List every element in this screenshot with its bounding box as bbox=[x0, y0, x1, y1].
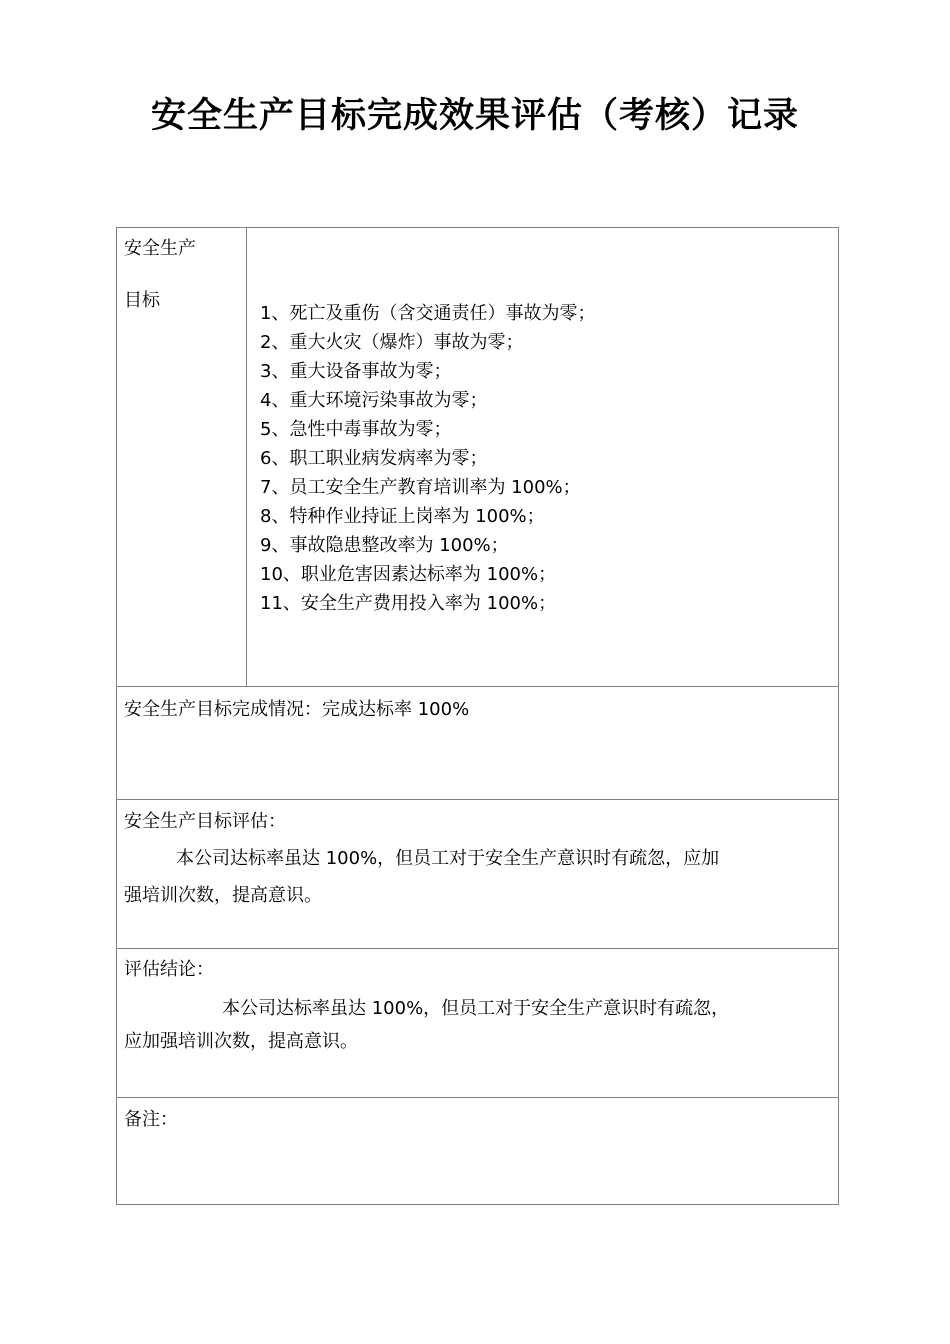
goal-item: 5、急性中毒事故为零； bbox=[260, 419, 452, 440]
remarks-label: 备注： bbox=[124, 1109, 178, 1130]
goals-label-line1: 安全生产 bbox=[124, 238, 196, 259]
assessment-text-line1: 本公司达标率虽达 100%，但员工对于安全生产意识时有疏忽，应加 bbox=[176, 848, 720, 869]
assessment-text-line2: 强培训次数，提高意识。 bbox=[124, 885, 322, 906]
row-divider bbox=[117, 948, 838, 949]
goal-item: 9、事故隐患整改率为 100%； bbox=[260, 535, 509, 556]
completion-status-text: 安全生产目标完成情况：完成达标率 100% bbox=[124, 699, 470, 720]
goal-item: 1、死亡及重伤（含交通责任）事故为零； bbox=[260, 303, 596, 324]
conclusion-text-line2: 应加强培训次数，提高意识。 bbox=[124, 1031, 358, 1052]
row-divider bbox=[117, 799, 838, 800]
goal-item: 8、特种作业持证上岗率为 100%； bbox=[260, 506, 545, 527]
assessment-label: 安全生产目标评估： bbox=[124, 811, 286, 832]
goal-item: 4、重大环境污染事故为零； bbox=[260, 390, 488, 411]
conclusion-label: 评估结论： bbox=[124, 959, 214, 980]
goal-item: 7、员工安全生产教育培训率为 100%； bbox=[260, 477, 581, 498]
row-divider bbox=[117, 686, 838, 687]
goal-item: 11、安全生产费用投入率为 100%； bbox=[260, 593, 557, 614]
document-title: 安全生产目标完成效果评估（考核）记录 bbox=[150, 96, 799, 136]
goal-item: 2、重大火灾（爆炸）事故为零； bbox=[260, 332, 524, 353]
goals-label-line2: 目标 bbox=[124, 290, 160, 311]
row-divider bbox=[117, 1097, 838, 1098]
conclusion-text-line1: 本公司达标率虽达 100%，但员工对于安全生产意识时有疏忽， bbox=[222, 998, 730, 1019]
assessment-form-table bbox=[116, 227, 839, 1205]
goals-list bbox=[260, 299, 595, 618]
goal-item: 6、职工职业病发病率为零； bbox=[260, 448, 488, 469]
goal-item: 3、重大设备事故为零； bbox=[260, 361, 452, 382]
goal-item: 10、职业危害因素达标率为 100%； bbox=[260, 564, 557, 585]
goals-column-divider bbox=[246, 228, 247, 686]
